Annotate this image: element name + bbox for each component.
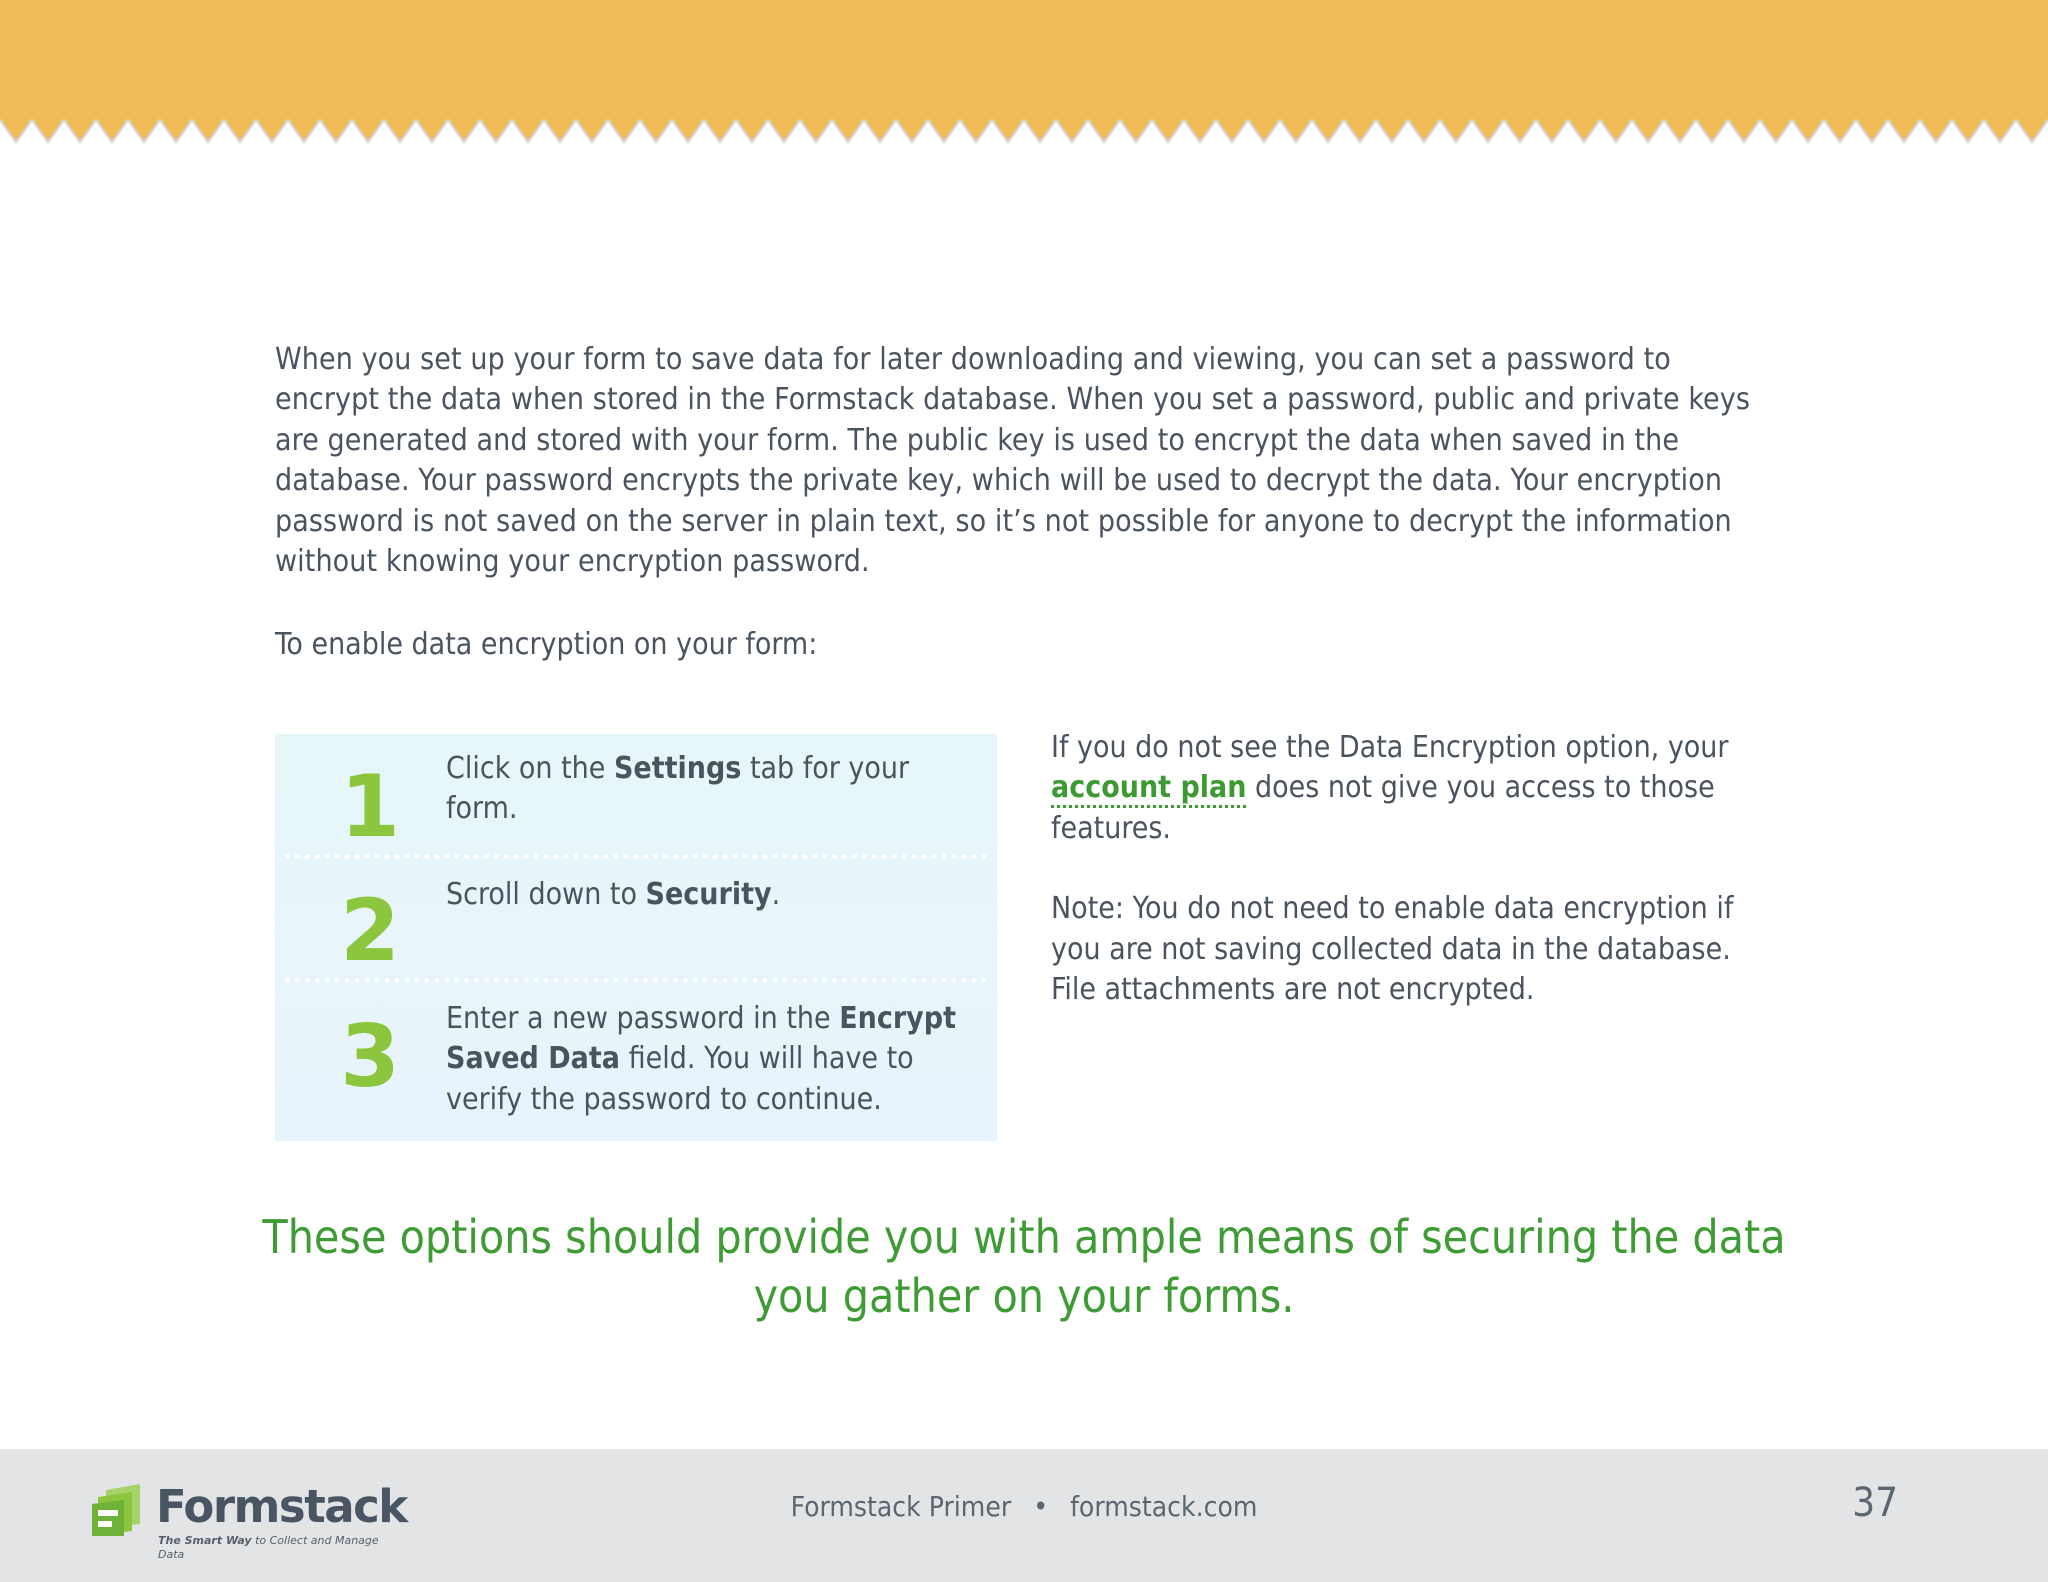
intro-paragraph: When you set up your form to save data for later downloading and viewing, you can set a password to encrypt the data when stored in the Formstack database. When you set a password, public and private keys are generated and stored with your form. The public key is used to encrypt the data when saved in the database. Your password encrypts the private key, which will be used to decrypt the data. Your encryption password is not saved on the server in plain text, so it’s not possible for anyone to decrypt the information without knowing your encryption password. bbox=[275, 342, 1750, 580]
lead-sentence: To enable data encryption on your form: bbox=[275, 627, 818, 662]
document-title: Formstack Primer bbox=[790, 1490, 1012, 1523]
step-text-after: tab for your form. bbox=[446, 751, 910, 827]
step-text-before: Click on the bbox=[446, 751, 614, 786]
step-number: 3 bbox=[340, 1007, 400, 1107]
account-plan-link[interactable]: account plan bbox=[1051, 770, 1246, 808]
step-text-bold: Settings bbox=[613, 751, 742, 786]
step-text bbox=[446, 749, 986, 830]
plan-note-before: If you do not see the Data Encryption option, your bbox=[1051, 730, 1729, 765]
website-link[interactable]: formstack.com bbox=[1070, 1490, 1258, 1523]
step-divider bbox=[285, 854, 987, 859]
side-notes bbox=[1051, 728, 1781, 1010]
step-text bbox=[446, 999, 966, 1120]
top-zigzag-band bbox=[0, 0, 2048, 150]
separator-dot: • bbox=[1033, 1490, 1049, 1523]
plan-note-after: does not give you access to those features. bbox=[1051, 770, 1715, 846]
step-text-before: Scroll down to bbox=[446, 877, 646, 912]
step-number: 1 bbox=[340, 757, 400, 857]
closing-statement: These options should provide you with ample means of securing the data you gather on your forms. bbox=[262, 1210, 1786, 1323]
footer-meta bbox=[0, 1489, 2048, 1525]
step-text bbox=[446, 875, 986, 915]
page-number: 37 bbox=[1852, 1480, 1898, 1526]
step-text-before: Enter a new password in the bbox=[446, 1001, 840, 1036]
page-footer bbox=[0, 1449, 2048, 1582]
step-text-after: . bbox=[771, 877, 781, 912]
step-text-after: field. You will have to verify the password to continue. bbox=[446, 1041, 914, 1117]
step-number: 2 bbox=[340, 881, 400, 981]
plan-note bbox=[1051, 728, 1781, 849]
zigzag-banner-graphic bbox=[0, 0, 2048, 150]
tagline-bold: The Smart Way bbox=[158, 1534, 252, 1547]
steps-panel bbox=[275, 734, 997, 1141]
brand-tagline bbox=[158, 1534, 392, 1562]
step-text-bold: Encrypt Saved Data bbox=[446, 1001, 956, 1077]
encryption-note: Note: You do not need to enable data encryption if you are not saving collected data in the database. File attachments are not encrypted. bbox=[1051, 891, 1734, 1008]
step-text-bold: Security bbox=[645, 877, 772, 912]
step-divider bbox=[285, 978, 987, 983]
tagline-rest: to Collect and Manage Data bbox=[158, 1534, 379, 1561]
brand-name: Formstack bbox=[156, 1480, 407, 1533]
